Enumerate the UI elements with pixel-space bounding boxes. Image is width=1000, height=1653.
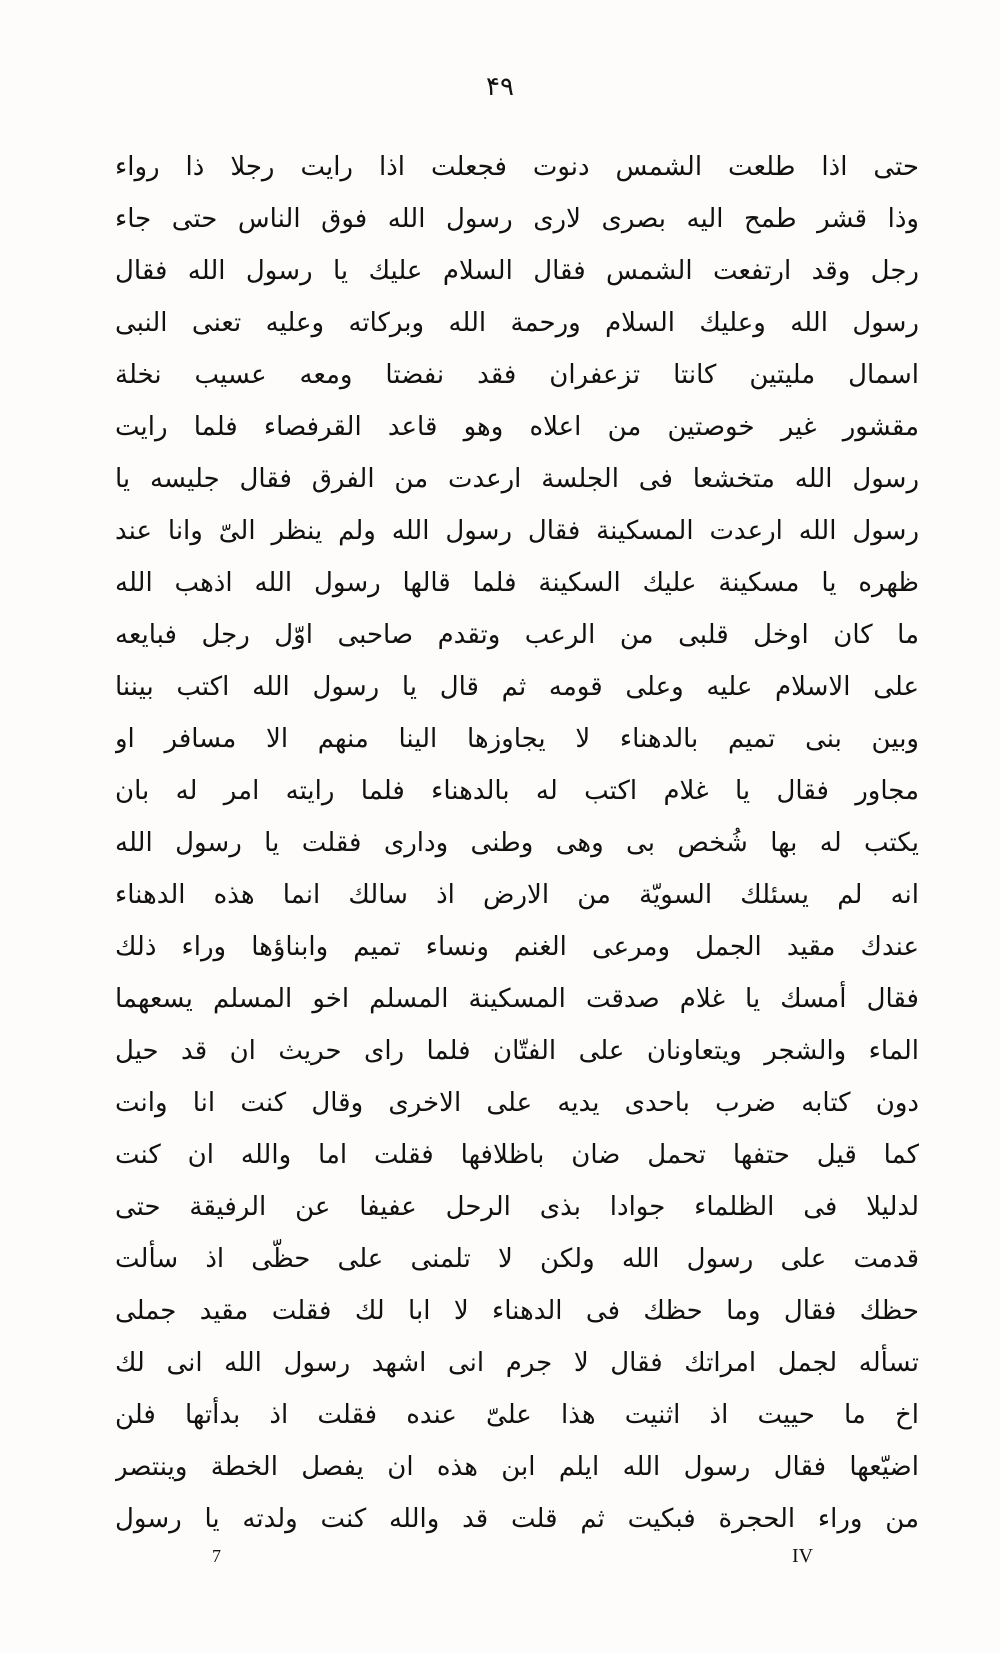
text-line: ظهره يا مسكينة عليك السكينة فلما قالها رسول الله اذهب الله	[115, 568, 919, 598]
text-line: دون كتابه ضرب باحدى يديه على الاخرى وقال كنت انا وانت	[115, 1088, 919, 1118]
text-line: الماء والشجر ويتعاونان على الفتّان فلما راى حريث ان قد حيل	[115, 1036, 919, 1066]
text-line: لدليلا فى الظلماء جوادا بذى الرحل عفيفا عن الرفيقة حتى	[115, 1192, 919, 1222]
text-line: وبين بنى تميم بالدهناء لا يجاوزها الينا منهم الا مسافر او	[115, 724, 919, 754]
text-line: اسمال مليتين كانتا تزعفران فقد نفضتا ومعه عسيب نخلة	[115, 360, 919, 390]
text-line: مقشور غير خوصتين من اعلاه وهو قاعد القرفصاء فلما رايت	[115, 412, 919, 442]
text-line: عندك مقيد الجمل ومرعى الغنم ونساء تميم وابناؤها وراء ذلك	[115, 932, 919, 962]
text-line: تسأله لجمل امراتك فقال لا جرم انى اشهد رسول الله انى لك	[115, 1348, 919, 1378]
arabic-text-block	[115, 141, 919, 1545]
text-line: حظك فقال وما حظك فى الدهناء لا ابا لك فقلت مقيد جملى	[115, 1296, 919, 1326]
text-line: رجل وقد ارتفعت الشمس فقال السلام عليك يا رسول الله فقال	[115, 256, 919, 286]
text-line: انه لم يسئلك السويّة من الارض اذ سالك انما هذه الدهناء	[115, 880, 919, 910]
text-line: على الاسلام عليه وعلى قومه ثم قال يا رسول الله اكتب بيننا	[115, 672, 919, 702]
signature-mark: 7	[212, 1546, 221, 1566]
text-line: حتى اذا طلعت الشمس دنوت فجعلت اذا رايت رجلا ذا رواء	[115, 152, 919, 182]
text-line: رسول الله متخشعا فى الجلسة ارعدت من الفرق فقال جليسه يا	[115, 464, 919, 494]
text-line: اضيّعها فقال رسول الله ايلم ابن هذه ان يفصل الخطة وينتصر	[115, 1452, 919, 1482]
text-line: من وراء الحجرة فبكيت ثم قلت قد والله كنت ولدته يا رسول	[115, 1504, 919, 1534]
text-line: رسول الله ارعدت المسكينة فقال رسول الله ولم ينظر الىّ وانا عند	[115, 516, 919, 546]
page-number: ۴۹	[486, 72, 514, 102]
text-line: ما كان اوخل قلبى من الرعب وتقدم صاحبى اوّل رجل فبايعه	[115, 620, 919, 650]
text-line: مجاور فقال يا غلام اكتب له بالدهناء فلما رايته امر له بان	[115, 776, 919, 806]
text-line: رسول الله وعليك السلام ورحمة الله وبركاته وعليه تعنى النبى	[115, 308, 919, 338]
text-line: فقال أمسك يا غلام صدقت المسكينة المسلم اخو المسلم يسعهما	[115, 984, 919, 1014]
text-line: اخ ما حييت اذ اثنيت هذا علىّ عنده فقلت اذ بدأتها فلن	[115, 1400, 919, 1430]
text-line: قدمت على رسول الله ولكن لا تلمنى على حظّى اذ سألت	[115, 1244, 919, 1274]
text-line: وذا قشر طمح اليه بصرى لارى رسول الله فوق الناس حتى جاء	[115, 204, 919, 234]
text-line: يكتب له بها شُخص بى وهى وطنى ودارى فقلت يا رسول الله	[115, 828, 919, 858]
section-number: IV	[792, 1545, 814, 1567]
text-line: كما قيل حتفها تحمل ضان باظلافها فقلت اما والله ان كنت	[115, 1140, 919, 1170]
